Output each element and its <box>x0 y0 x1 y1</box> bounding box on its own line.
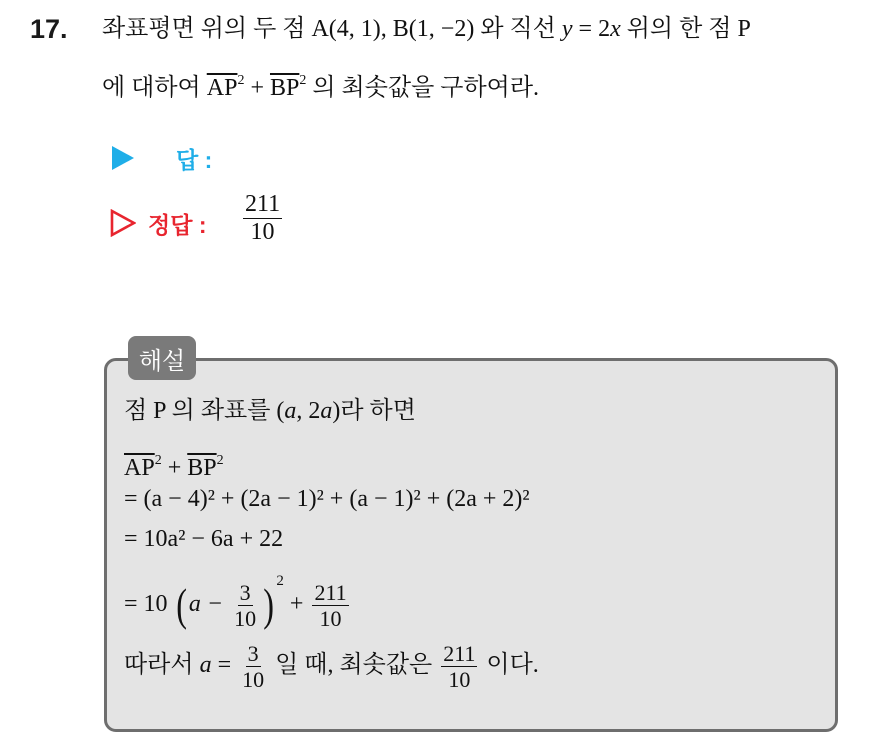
solution-line3: = (a − 4)² + (2a − 1)² + (a − 1)² + (2a + 2)² <box>124 486 530 512</box>
plus-sign: + <box>283 591 310 617</box>
y-variable: y <box>561 16 573 42</box>
fraction <box>240 642 266 691</box>
equation-mid: = 2 <box>572 16 611 42</box>
segment-ap: $\overline{AP}$ <box>206 75 238 101</box>
solution-tag: 해설 <box>128 336 196 380</box>
correct-answer-label: 정답 : <box>148 211 207 238</box>
x-variable: x <box>610 16 621 42</box>
play-triangle-icon <box>112 146 134 170</box>
solution-line2 <box>124 446 224 483</box>
solution-line6 <box>124 642 539 691</box>
solution-text: 점 P 의 좌표를 ( <box>124 398 285 424</box>
fraction <box>312 581 348 630</box>
solution-line1 <box>124 396 416 426</box>
var-a: a <box>284 398 297 424</box>
fraction-numerator: 3 <box>247 641 259 666</box>
problem-text-suffix2: 의 최솟값을 구하여라. <box>306 75 539 101</box>
problem-text-prefix: 좌표평면 위의 두 점 A(4, 1), B(1, −2) 와 직선 <box>102 16 562 42</box>
fraction-denominator: 10 <box>250 219 275 246</box>
solution-text: 일 때, 최솟값은 <box>269 652 439 679</box>
fraction-numerator: 3 <box>239 579 251 605</box>
segment-bp: $\overline{BP}$ <box>269 75 300 101</box>
correct-answer-row <box>110 196 207 250</box>
fraction-numerator: 211 <box>243 192 282 219</box>
solution-text: )라 하면 <box>332 398 416 424</box>
exponent: 2 <box>237 73 245 88</box>
problem-text-suffix: 위의 한 점 P <box>620 16 751 42</box>
exponent: 2 <box>299 73 307 88</box>
solution-line5 <box>124 566 352 630</box>
fraction-denominator: 10 <box>448 667 471 693</box>
exponent: 2 <box>154 453 162 468</box>
answer-row <box>112 140 312 176</box>
fraction-denominator: 10 <box>242 667 265 693</box>
plus-sign: + <box>244 75 270 101</box>
problem-text-line1 <box>102 14 751 44</box>
solution-text: = 10 <box>124 591 174 617</box>
var-a: a <box>199 652 212 679</box>
segment-ap: $\overline{AP}$ <box>124 455 155 481</box>
solution-line4: = 10a² − 6a + 22 <box>124 526 284 552</box>
solution-text: = <box>211 652 238 679</box>
exponent: 2 <box>216 453 224 468</box>
solution-text: 이다. <box>480 652 539 679</box>
plus-sign: + <box>161 455 188 481</box>
correct-answer-fraction <box>243 192 282 245</box>
fraction-numerator: 211 <box>443 641 476 666</box>
outlined-triangle-icon <box>110 209 136 237</box>
fraction <box>441 642 477 691</box>
fraction <box>232 581 258 630</box>
problem-text-line2 <box>102 66 539 103</box>
left-paren: ( <box>175 579 187 631</box>
fraction-denominator: 10 <box>234 605 257 631</box>
var-a: a <box>320 398 333 424</box>
answer-label: 답 : <box>176 147 213 173</box>
solution-text: , 2 <box>296 398 321 424</box>
problem-number: 17. <box>30 14 68 44</box>
exponent: 2 <box>276 573 284 589</box>
problem-text-prefix2: 에 대하여 <box>102 75 207 101</box>
fraction-numerator: 211 <box>314 579 347 605</box>
solution-text: a − <box>188 591 230 617</box>
segment-bp: $\overline{BP}$ <box>187 455 217 481</box>
right-paren: ) <box>263 579 275 631</box>
fraction-denominator: 10 <box>319 605 342 631</box>
solution-text: 따라서 <box>124 652 200 679</box>
